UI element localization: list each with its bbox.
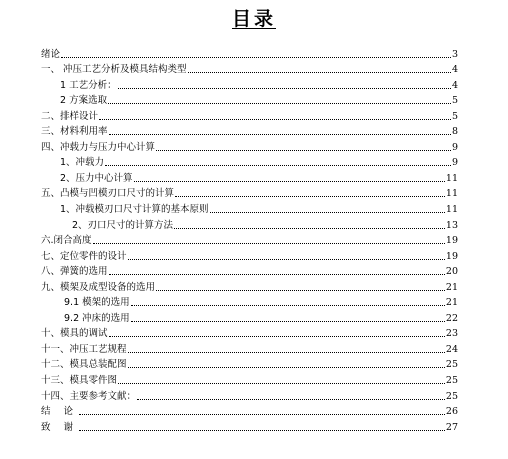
toc-entry-label: 1 工艺分析： [60,79,117,91]
toc-entry-page-number: 3 [451,48,458,60]
toc-entry-label: 九、模架及成型设备的选用 [41,281,156,293]
toc-entry-label: 9.2 冲床的选用 [64,312,130,324]
toc-entry-label: 致 谢 [41,421,79,433]
toc-entry[interactable] [0,339,508,355]
toc-entry-page-number: 5 [451,95,458,107]
toc-entry-page-number: 13 [445,219,458,231]
toc-entry[interactable] [0,355,508,371]
toc-entry-label: 绪论 [41,48,61,60]
dot-leader [105,164,451,166]
toc-entry-page-number: 24 [445,343,458,355]
toc-entry-label: 结 论 [41,406,79,418]
toc-entry-label: 十三、模具零件图 [41,375,118,387]
toc-entry-page-number: 11 [445,188,458,200]
dot-leader [156,149,451,151]
toc-entry[interactable] [0,215,508,231]
toc-entry-label: 2、压力中心计算 [60,172,133,184]
dot-leader [188,71,451,73]
toc-entry-label: 十四、主要参考文献： [41,390,137,402]
toc-entry-label: 十二、模具总装配图 [41,359,127,371]
toc-entry[interactable] [0,324,508,340]
toc-entry[interactable] [0,386,508,402]
toc-entry[interactable] [0,370,508,386]
toc-entry[interactable] [0,137,508,153]
toc-entry-label: 十、模具的调试 [41,328,108,340]
dot-leader [99,118,451,120]
dot-leader [108,102,451,104]
toc-entry-page-number: 9 [451,141,458,153]
toc-entry-label: 1、冲载力 [60,157,105,169]
dot-leader [93,242,445,244]
toc-entry-page-number: 25 [445,359,458,371]
toc-entry-label: 1、冲载模刃口尺寸计算的基本原则 [60,204,209,216]
toc-entry-label: 一、 冲压工艺分析及模具结构类型 [41,64,187,76]
toc-entry[interactable] [0,106,508,122]
toc-entry-label: 六.闭合高度 [41,235,92,247]
toc-entry-page-number: 19 [445,250,458,262]
dot-leader [175,195,445,197]
toc-entry-label: 七、定位零件的设计 [41,250,127,262]
toc-entry-page-number: 23 [445,328,458,340]
dot-leader [109,133,451,135]
toc-entry[interactable] [0,44,508,60]
toc-entry[interactable] [0,402,508,418]
dot-leader [131,304,445,306]
toc-entry[interactable] [0,277,508,293]
toc-entry[interactable] [0,231,508,247]
toc-entry-page-number: 26 [445,406,458,418]
toc-entry-page-number: 27 [445,421,458,433]
toc-entry-label: 十一、冲压工艺规程 [41,343,127,355]
dot-leader [61,56,451,58]
toc-entry-page-number: 8 [451,126,458,138]
dot-leader [131,320,445,322]
toc-entry-page-number: 9 [451,157,458,169]
toc-entry[interactable] [0,75,508,91]
toc-entry[interactable] [0,262,508,278]
dot-leader [128,351,445,353]
toc-entry[interactable] [0,293,508,309]
toc-entry-page-number: 4 [451,64,458,76]
dot-leader [79,429,445,431]
toc-entry-page-number: 4 [451,79,458,91]
toc-entry-label: 三、材料利用率 [41,126,108,138]
toc-entry[interactable] [0,199,508,215]
toc-entry-page-number: 25 [445,375,458,387]
dot-leader [79,413,445,415]
toc-entry-page-number: 20 [445,266,458,278]
toc-entry-label: 2、刃口尺寸的计算方法 [72,219,174,231]
dot-leader [137,398,445,400]
toc-list [0,44,508,433]
toc-entry-page-number: 19 [445,235,458,247]
toc-entry-label: 2 方案选取 [60,95,108,107]
toc-entry-label: 五、凸模与凹模刃口尺寸的计算 [41,188,175,200]
toc-entry-label: 二、排样设计 [41,110,99,122]
page-title: 目录 [231,8,276,30]
dot-leader [128,366,445,368]
toc-entry-page-number: 22 [445,312,458,324]
toc-entry[interactable] [0,308,508,324]
dot-leader [109,335,445,337]
dot-leader [156,289,445,291]
toc-entry[interactable] [0,246,508,262]
toc-entry[interactable] [0,184,508,200]
toc-entry-label: 八、弹簧的选用 [41,266,108,278]
toc-entry[interactable] [0,417,508,433]
dot-leader [118,382,445,384]
toc-entry-page-number: 21 [445,297,458,309]
toc-entry[interactable] [0,153,508,169]
toc-entry[interactable] [0,60,508,76]
dot-leader [134,180,445,182]
toc-entry-page-number: 5 [451,110,458,122]
toc-entry-page-number: 25 [445,390,458,402]
toc-entry-label: 四、冲载力与压力中心计算 [41,141,156,153]
toc-entry[interactable] [0,91,508,107]
dot-leader [109,273,445,275]
dot-leader [118,87,451,89]
toc-entry-label: 9.1 模架的选用 [64,297,130,309]
toc-entry-page-number: 21 [445,281,458,293]
dot-leader [210,211,445,213]
dot-leader [128,258,445,260]
toc-entry-page-number: 11 [445,172,458,184]
toc-entry[interactable] [0,122,508,138]
dot-leader [174,227,445,229]
toc-entry-page-number: 11 [445,204,458,216]
toc-entry[interactable] [0,168,508,184]
